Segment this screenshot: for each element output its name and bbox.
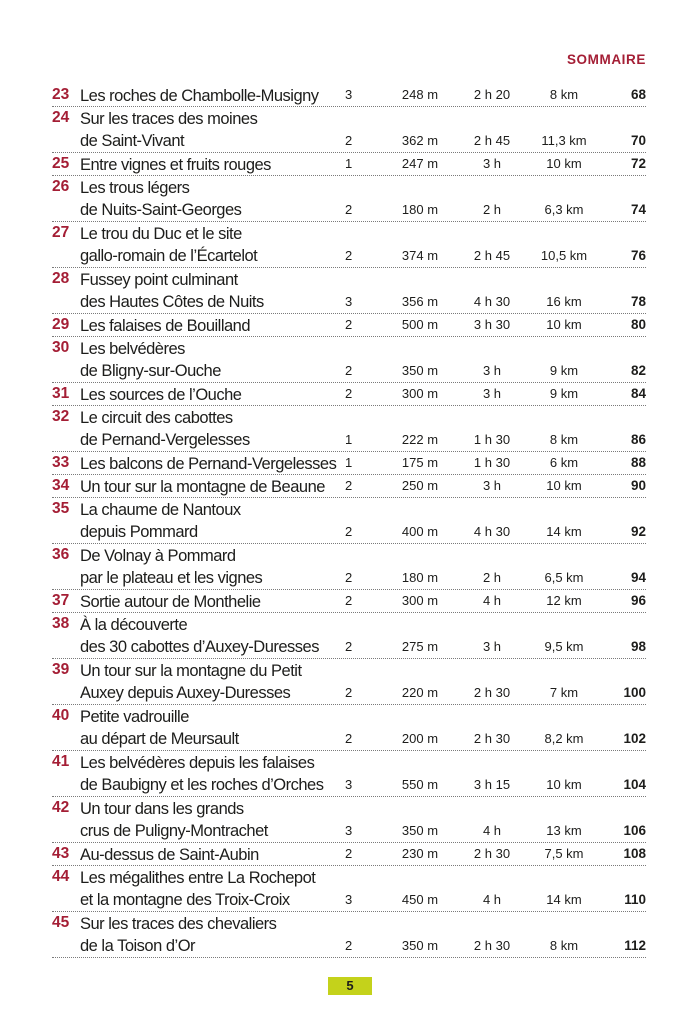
table-of-contents (52, 84, 646, 958)
entry-title (80, 223, 257, 267)
entry-distance: 10,5 km (540, 248, 588, 263)
entry-title (80, 154, 271, 176)
toc-entry[interactable] (52, 751, 646, 797)
entry-difficulty: 2 (345, 524, 353, 539)
entry-title (80, 499, 241, 543)
entry-title-line: Un tour sur la montagne du Petit (80, 662, 302, 680)
entry-title-line: Les balcons de Pernand-Vergelesses (80, 455, 337, 473)
entry-altitude: 300 m (401, 386, 439, 401)
entry-difficulty: 2 (345, 202, 353, 217)
entry-difficulty: 3 (345, 892, 353, 907)
entry-title-line: Les sources de l’Ouche (80, 386, 242, 404)
entry-difficulty: 2 (345, 133, 353, 148)
entry-number: 37 (52, 592, 70, 609)
entry-altitude: 500 m (401, 317, 439, 332)
entry-altitude: 248 m (401, 87, 439, 102)
entry-title-line: de Pernand-Vergelesses (80, 431, 250, 449)
entry-distance: 8 km (549, 432, 579, 447)
entry-duration: 2 h 30 (473, 846, 511, 861)
entry-title (80, 844, 259, 866)
entry-altitude: 180 m (401, 202, 439, 217)
entry-distance: 8,2 km (544, 731, 584, 746)
entry-page: 86 (630, 432, 646, 447)
entry-title-line: Les belvédères (80, 340, 185, 358)
entry-title-line: Les trous légers (80, 179, 190, 197)
entry-page: 112 (624, 938, 646, 953)
entry-title-line: et la montagne des Troix-Croix (80, 891, 290, 909)
toc-entry[interactable] (52, 797, 646, 843)
toc-entry[interactable] (52, 590, 646, 613)
entry-number: 25 (52, 155, 70, 172)
entry-title-line: Le circuit des cabottes (80, 409, 233, 427)
toc-entry[interactable] (52, 337, 646, 383)
entry-duration: 4 h (482, 823, 502, 838)
entry-altitude: 200 m (401, 731, 439, 746)
entry-difficulty: 2 (345, 248, 353, 263)
toc-entry[interactable] (52, 176, 646, 222)
entry-title-line: de la Toison d’Or (80, 937, 196, 955)
page-number-badge: 5 (328, 977, 372, 995)
entry-duration: 2 h 30 (473, 685, 511, 700)
entry-title-line: des 30 cabottes d’Auxey-Duresses (80, 638, 319, 656)
entry-distance: 10 km (546, 478, 582, 493)
entry-page: 76 (630, 248, 646, 263)
entry-page: 82 (630, 363, 646, 378)
entry-difficulty: 3 (345, 294, 353, 309)
toc-entry[interactable] (52, 912, 646, 958)
entry-duration: 4 h (482, 593, 502, 608)
entry-title-line: au départ de Meursault (80, 730, 239, 748)
entry-title-line: Les roches de Chambolle-Musigny (80, 87, 319, 105)
entry-title (80, 913, 276, 957)
entry-title-line: Un tour dans les grands (80, 800, 244, 818)
entry-altitude: 350 m (401, 938, 439, 953)
toc-entry[interactable] (52, 84, 646, 107)
entry-title-line: Les belvédères depuis les falaises (80, 754, 315, 772)
entry-number: 33 (52, 454, 70, 471)
entry-duration: 3 h (482, 478, 502, 493)
entry-difficulty: 2 (345, 731, 353, 746)
entry-title-line: Entre vignes et fruits rouges (80, 156, 271, 174)
entry-distance: 6 km (549, 455, 579, 470)
entry-number: 40 (52, 707, 70, 724)
entry-number: 27 (52, 224, 70, 241)
entry-title-line: de Bligny-sur-Ouche (80, 362, 221, 380)
entry-page: 104 (623, 777, 646, 792)
entry-title-line: Un tour sur la montagne de Beaune (80, 478, 325, 496)
entry-duration: 1 h 30 (473, 432, 511, 447)
entry-page: 68 (630, 87, 646, 102)
entry-title (80, 614, 319, 658)
entry-page: 72 (630, 156, 646, 171)
entry-number: 35 (52, 500, 70, 517)
entry-title-line: Au-dessus de Saint-Aubin (80, 846, 259, 864)
entry-difficulty: 3 (345, 87, 353, 102)
entry-difficulty: 2 (345, 685, 353, 700)
entry-altitude: 180 m (401, 570, 439, 585)
entry-difficulty: 2 (345, 938, 353, 953)
entry-altitude: 220 m (401, 685, 439, 700)
entry-altitude: 247 m (401, 156, 439, 171)
entry-title-line: depuis Pommard (80, 523, 198, 541)
toc-entry[interactable] (52, 314, 646, 337)
entry-duration: 2 h 45 (473, 133, 511, 148)
toc-entry[interactable] (52, 268, 646, 314)
entry-distance: 9,5 km (544, 639, 584, 654)
entry-number: 44 (52, 868, 70, 885)
entry-duration: 4 h 30 (473, 294, 511, 309)
entry-title-line: de Baubigny et les roches d’Orches (80, 776, 324, 794)
toc-entry[interactable] (52, 613, 646, 659)
entry-altitude: 550 m (401, 777, 439, 792)
entry-title-line: De Volnay à Pommard (80, 547, 236, 565)
entry-duration: 3 h 15 (473, 777, 511, 792)
entry-title (80, 867, 315, 911)
entry-number: 43 (52, 845, 70, 862)
entry-distance: 11,3 km (541, 133, 587, 148)
entry-distance: 7,5 km (544, 846, 584, 861)
entry-altitude: 374 m (401, 248, 439, 263)
entry-distance: 7 km (549, 685, 579, 700)
entry-number: 29 (52, 316, 70, 333)
entry-distance: 14 km (546, 524, 582, 539)
entry-number: 24 (52, 109, 70, 126)
entry-title-line: Sur les traces des moines (80, 110, 258, 128)
entry-distance: 10 km (546, 156, 582, 171)
entry-difficulty: 3 (345, 823, 353, 838)
entry-page: 108 (623, 846, 646, 861)
entry-number: 30 (52, 339, 70, 356)
entry-altitude: 222 m (401, 432, 439, 447)
entry-number: 38 (52, 615, 70, 632)
entry-title (80, 660, 302, 704)
entry-distance: 16 km (546, 294, 582, 309)
toc-entry[interactable] (52, 107, 646, 153)
entry-number: 39 (52, 661, 70, 678)
entry-duration: 4 h 30 (473, 524, 511, 539)
toc-entry[interactable] (52, 659, 646, 705)
entry-title-line: Le trou du Duc et le site (80, 225, 242, 243)
entry-difficulty: 2 (345, 639, 353, 654)
entry-difficulty: 2 (345, 317, 353, 332)
entry-number: 36 (52, 546, 70, 563)
entry-duration: 2 h 30 (473, 731, 511, 746)
entry-number: 26 (52, 178, 70, 195)
entry-title-line: de Saint-Vivant (80, 132, 185, 150)
entry-title (80, 338, 221, 382)
entry-difficulty: 1 (345, 455, 353, 470)
entry-altitude: 250 m (401, 478, 439, 493)
toc-entry[interactable] (52, 383, 646, 406)
toc-entry[interactable] (52, 475, 646, 498)
entry-page: 100 (623, 685, 646, 700)
entry-page: 84 (630, 386, 646, 401)
entry-title (80, 384, 241, 406)
entry-title (80, 269, 264, 313)
entry-title-line: Fussey point culminant (80, 271, 238, 289)
entry-title-line: Les falaises de Bouilland (80, 317, 251, 335)
entry-number: 32 (52, 408, 70, 425)
entry-duration: 2 h 30 (473, 938, 511, 953)
entry-title (80, 177, 241, 221)
entry-title-line: de Nuits-Saint-Georges (80, 201, 242, 219)
entry-number: 34 (52, 477, 70, 494)
entry-number: 28 (52, 270, 70, 287)
toc-entry[interactable] (52, 866, 646, 912)
entry-page: 106 (623, 823, 646, 838)
entry-number: 23 (52, 86, 70, 103)
entry-number: 31 (52, 385, 70, 402)
entry-title-line: gallo-romain de l’Écartelot (80, 247, 258, 265)
entry-difficulty: 3 (345, 777, 353, 792)
entry-distance: 9 km (549, 386, 579, 401)
entry-page: 90 (630, 478, 646, 493)
entry-difficulty: 2 (345, 386, 353, 401)
entry-altitude: 400 m (401, 524, 439, 539)
toc-entry[interactable] (52, 544, 646, 590)
entry-title (80, 591, 261, 613)
entry-title (80, 476, 325, 498)
section-title: SOMMAIRE (566, 52, 646, 67)
entry-title (80, 706, 239, 750)
entry-difficulty: 2 (345, 478, 353, 493)
entry-title-line: crus de Puligny-Montrachet (80, 822, 268, 840)
entry-altitude: 175 m (401, 455, 439, 470)
entry-title (80, 752, 323, 796)
entry-difficulty: 1 (345, 432, 353, 447)
entry-difficulty: 2 (345, 593, 353, 608)
toc-entry[interactable] (52, 843, 646, 866)
entry-altitude: 450 m (401, 892, 439, 907)
entry-title (80, 315, 250, 337)
entry-duration: 4 h (482, 892, 502, 907)
entry-altitude: 300 m (401, 593, 439, 608)
entry-title-line: par le plateau et les vignes (80, 569, 263, 587)
entry-distance: 6,5 km (544, 570, 584, 585)
entry-page: 110 (624, 892, 646, 907)
entry-page: 78 (630, 294, 646, 309)
entry-distance: 10 km (546, 317, 582, 332)
entry-duration: 3 h (482, 639, 502, 654)
entry-duration: 2 h (482, 570, 502, 585)
entry-number: 45 (52, 914, 70, 931)
entry-duration: 1 h 30 (473, 455, 511, 470)
entry-page: 94 (630, 570, 646, 585)
entry-altitude: 275 m (401, 639, 439, 654)
entry-altitude: 356 m (401, 294, 439, 309)
entry-title (80, 85, 319, 107)
entry-title-line: La chaume de Nantoux (80, 501, 241, 519)
entry-title (80, 453, 336, 475)
entry-difficulty: 2 (345, 363, 353, 378)
toc-entry[interactable] (52, 705, 646, 751)
entry-title (80, 108, 257, 152)
entry-duration: 3 h (482, 363, 502, 378)
toc-entry[interactable] (52, 406, 646, 452)
entry-altitude: 350 m (401, 823, 439, 838)
entry-duration: 3 h 30 (473, 317, 511, 332)
entry-duration: 2 h 20 (473, 87, 511, 102)
entry-altitude: 362 m (401, 133, 439, 148)
entry-altitude: 350 m (401, 363, 439, 378)
entry-duration: 2 h 45 (473, 248, 511, 263)
entry-page: 70 (630, 133, 646, 148)
entry-distance: 9 km (549, 363, 579, 378)
entry-duration: 3 h (482, 156, 502, 171)
entry-distance: 14 km (546, 892, 582, 907)
toc-entry[interactable] (52, 498, 646, 544)
entry-page: 102 (623, 731, 646, 746)
entry-page: 98 (630, 639, 646, 654)
entry-number: 42 (52, 799, 70, 816)
entry-duration: 3 h (482, 386, 502, 401)
entry-difficulty: 2 (345, 846, 353, 861)
entry-page: 96 (630, 593, 646, 608)
entry-title-line: Petite vadrouille (80, 708, 189, 726)
entry-title (80, 798, 268, 842)
entry-altitude: 230 m (401, 846, 439, 861)
entry-title (80, 407, 250, 451)
toc-entry[interactable] (52, 452, 646, 475)
entry-title-line: Sortie autour de Monthelie (80, 593, 261, 611)
entry-duration: 2 h (482, 202, 502, 217)
entry-difficulty: 1 (345, 156, 353, 171)
entry-title-line: Auxey depuis Auxey-Duresses (80, 684, 291, 702)
toc-entry[interactable] (52, 222, 646, 268)
entry-title-line: Les mégalithes entre La Rochepot (80, 869, 316, 887)
entry-difficulty: 2 (345, 570, 353, 585)
entry-page: 88 (630, 455, 646, 470)
entry-distance: 12 km (546, 593, 582, 608)
entry-title (80, 545, 262, 589)
entry-title-line: des Hautes Côtes de Nuits (80, 293, 264, 311)
entry-distance: 8 km (549, 87, 579, 102)
entry-distance: 6,3 km (544, 202, 584, 217)
entry-distance: 13 km (546, 823, 582, 838)
entry-title-line: Sur les traces des chevaliers (80, 915, 277, 933)
entry-distance: 10 km (546, 777, 582, 792)
entry-title-line: À la découverte (80, 616, 188, 634)
toc-entry[interactable] (52, 153, 646, 176)
entry-page: 92 (630, 524, 646, 539)
entry-number: 41 (52, 753, 70, 770)
entry-page: 74 (630, 202, 646, 217)
entry-distance: 8 km (549, 938, 579, 953)
entry-page: 80 (630, 317, 646, 332)
